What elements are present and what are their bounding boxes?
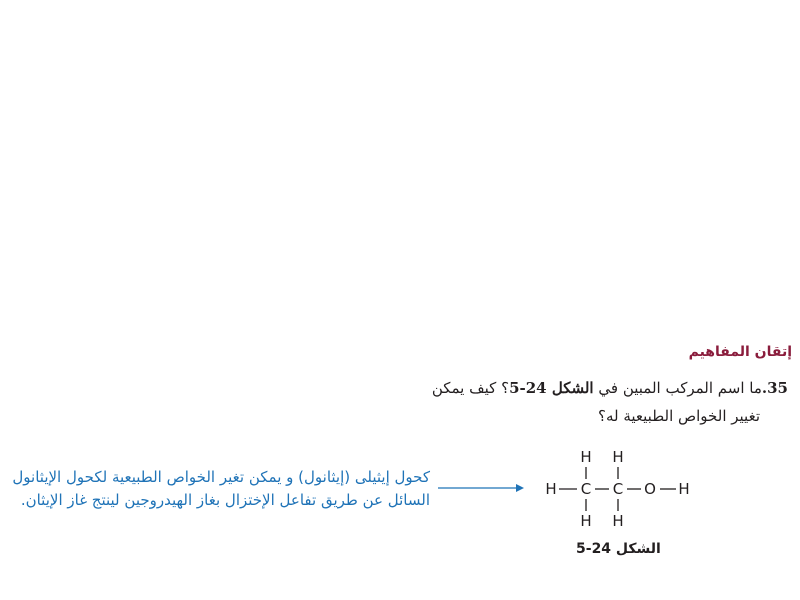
question-text-line2: تغيير الخواص الطبيعية له؟ (598, 407, 760, 425)
answer-text: كحول إيثيلى (إيثانول) و يمكن تغير الخواص الطبيعية لكحول الإيثانول السائل عن طريق تفاعل الإختزال بغاز الهيدروجين لينتج غاز الإيثان. (12, 468, 430, 509)
atom-h-right: H (678, 480, 690, 498)
atom-c1: C (580, 480, 592, 498)
atom-h-top-c2: H (612, 448, 624, 466)
question-number: 35. (761, 379, 788, 397)
figure-caption: الشكل 24-5 (576, 541, 661, 557)
atom-h-bottom-c1: H (580, 512, 592, 530)
section-title: إتقان المفاهيم (688, 344, 792, 360)
atom-h-bottom-c2: H (612, 512, 624, 530)
question-text-part1: ما اسم المركب المبين في (593, 379, 762, 397)
question-figure-ref: الشكل 24-5 (509, 379, 594, 397)
atom-h-left: H (545, 480, 557, 498)
question-35 (428, 374, 788, 430)
ethanol-structure-diagram (540, 444, 700, 534)
question-text-part2: ؟ كيف يمكن (431, 379, 510, 397)
atom-h-top-c1: H (580, 448, 592, 466)
atom-o: O (644, 480, 656, 498)
arrow-icon (436, 480, 526, 496)
atom-c2: C (612, 480, 624, 498)
